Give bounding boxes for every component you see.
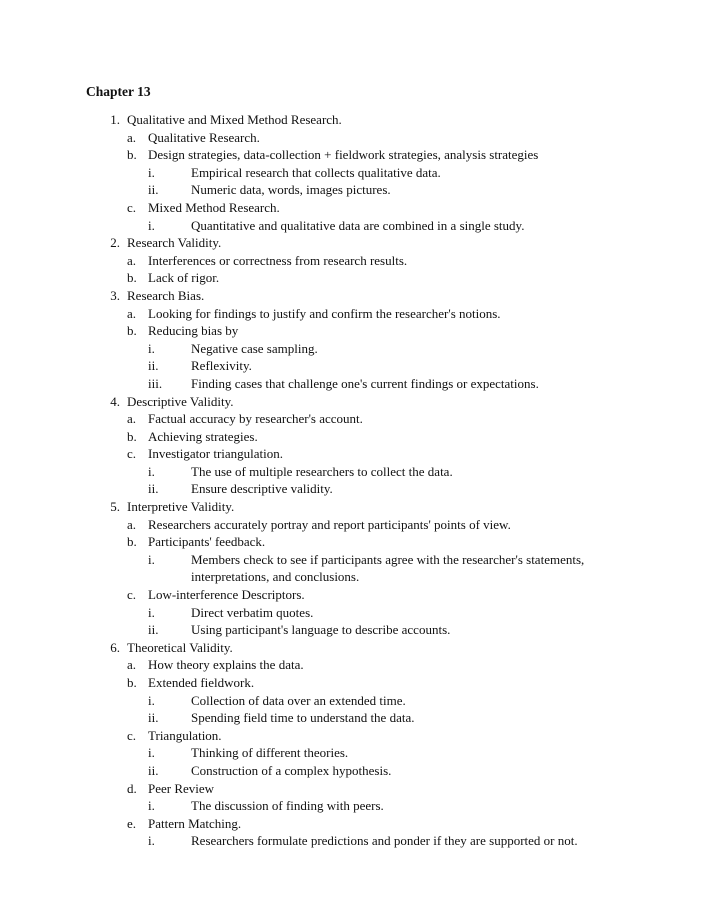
outline-text: Research Validity.	[127, 235, 222, 251]
outline-text: Research Bias.	[127, 287, 205, 303]
outline-item-level-2	[0, 656, 714, 674]
outline-text: Qualitative Research.	[148, 129, 260, 145]
outline-text: Interferences or correctness from research results.	[148, 252, 408, 268]
outline-text: Qualitative and Mixed Method Research.	[127, 112, 342, 127]
outline-item-level-2	[0, 586, 714, 604]
outline-item-level-2	[0, 780, 714, 798]
outline-text: Ensure descriptive validity.	[191, 481, 333, 497]
outline-marker: a.	[127, 129, 137, 145]
outline-item-level-2	[0, 445, 714, 463]
outline-item-level-3	[0, 164, 714, 182]
outline-text: Reducing bias by	[148, 323, 239, 339]
outline-text: Participants' feedback.	[148, 534, 266, 550]
outline-marker: 5.	[110, 499, 120, 515]
outline-marker: a.	[127, 411, 137, 427]
outline-marker: ii.	[148, 710, 159, 726]
outline-text: Triangulation.	[148, 727, 222, 743]
outline-text: Using participant's language to describe accounts.	[191, 622, 451, 638]
outline-item-level-3	[0, 181, 714, 199]
outline-item-level-3	[0, 744, 714, 762]
outline-item-level-2	[0, 428, 714, 446]
outline-item-level-3	[0, 340, 714, 358]
outline-item-level-3	[0, 375, 714, 393]
outline-list	[0, 111, 714, 850]
outline-item-level-2	[0, 410, 714, 428]
outline-item-level-1	[0, 234, 714, 252]
outline-text: Researchers formulate predictions and ponder if they are supported or not.	[191, 833, 578, 849]
outline-text: Looking for findings to justify and confirm the researcher's notions.	[148, 305, 501, 321]
outline-item-level-2	[0, 533, 714, 551]
outline-text: Thinking of different theories.	[191, 745, 349, 761]
outline-item-level-2	[0, 815, 714, 833]
outline-item-level-2	[0, 252, 714, 270]
outline-marker: e.	[127, 815, 137, 831]
outline-marker: i.	[148, 604, 155, 620]
outline-marker: b.	[127, 270, 137, 286]
outline-marker: i.	[148, 692, 155, 708]
outline-marker: ii.	[148, 622, 159, 638]
outline-marker: i.	[148, 745, 155, 761]
outline-text: Extended fieldwork.	[148, 675, 255, 690]
outline-marker: d.	[127, 780, 137, 796]
outline-item-level-2	[0, 322, 714, 340]
outline-marker: 4.	[110, 393, 120, 409]
outline-marker: a.	[127, 516, 137, 532]
outline-text: Construction of a complex hypothesis.	[191, 762, 392, 778]
outline-marker: i.	[148, 340, 155, 356]
outline-item-level-3	[0, 709, 714, 727]
outline-text: Design strategies, data-collection + fieldwork strategies, analysis strategies	[148, 147, 539, 163]
outline-text: Low-interference Descriptors.	[148, 587, 305, 603]
outline-marker: a.	[127, 305, 137, 321]
outline-text: Direct verbatim quotes.	[191, 604, 314, 620]
outline-marker: c.	[127, 446, 137, 462]
outline-marker: i.	[148, 798, 155, 814]
outline-text: Factual accuracy by researcher's account.	[148, 411, 363, 427]
outline-marker: b.	[127, 534, 137, 550]
outline-item-level-2	[0, 305, 714, 323]
outline-item-level-3	[0, 357, 714, 375]
outline-text: Descriptive Validity.	[127, 393, 234, 409]
outline-text: How theory explains the data.	[148, 657, 304, 673]
outline-marker: i.	[148, 833, 155, 849]
outline-marker: 3.	[110, 287, 120, 303]
outline-item-level-2	[0, 727, 714, 745]
outline-item-level-2	[0, 129, 714, 147]
outline-item-level-2	[0, 516, 714, 534]
outline-text: Interpretive Validity.	[127, 499, 235, 515]
outline-text: Researchers accurately portray and report participants' points of view.	[148, 516, 511, 532]
outline-marker: i.	[148, 217, 155, 233]
outline-text: Investigator triangulation.	[148, 446, 284, 462]
outline-item-level-3	[0, 463, 714, 481]
outline-text: Theoretical Validity.	[127, 639, 233, 655]
outline-text: Finding cases that challenge one's current findings or expectations.	[191, 375, 539, 391]
outline-marker: i.	[148, 164, 155, 180]
outline-item-level-1	[0, 287, 714, 305]
outline-item-level-1	[0, 393, 714, 411]
outline-item-level-3	[0, 832, 714, 850]
outline-item-level-3	[0, 551, 714, 586]
outline-item-level-3	[0, 692, 714, 710]
outline-item-level-2	[0, 674, 714, 692]
outline-item-level-1	[0, 498, 714, 516]
outline-marker: c.	[127, 199, 137, 215]
outline-text: Reflexivity.	[191, 358, 252, 374]
outline-text: Members check to see if participants agree with the researcher's statements, interpretations, and conclusions.	[191, 551, 585, 585]
outline-text: The discussion of finding with peers.	[191, 798, 384, 814]
outline-marker: i.	[148, 551, 155, 567]
outline-text: Pattern Matching.	[148, 815, 242, 831]
outline-item-level-3	[0, 480, 714, 498]
outline-item-level-3	[0, 797, 714, 815]
outline-item-level-2	[0, 146, 714, 164]
outline-marker: b.	[127, 428, 137, 444]
outline-marker: 2.	[110, 235, 120, 251]
outline-item-level-3	[0, 604, 714, 622]
outline-marker: b.	[127, 675, 137, 690]
outline-marker: b.	[127, 147, 137, 163]
outline-marker: b.	[127, 323, 137, 339]
outline-text: Negative case sampling.	[191, 340, 318, 356]
outline-marker: a.	[127, 657, 137, 673]
outline-text: Peer Review	[148, 780, 215, 796]
outline-marker: ii.	[148, 358, 159, 374]
outline-text: The use of multiple researchers to collect the data.	[191, 463, 453, 479]
outline-item-level-3	[0, 217, 714, 235]
outline-text: Achieving strategies.	[148, 428, 258, 444]
outline-marker: a.	[127, 252, 137, 268]
chapter-title: Chapter 13	[86, 84, 151, 99]
outline-item-level-3	[0, 621, 714, 639]
outline-text: Numeric data, words, images pictures.	[191, 182, 391, 198]
outline-marker: 1.	[110, 112, 120, 127]
outline-text: Collection of data over an extended time.	[191, 692, 406, 708]
outline-marker: ii.	[148, 182, 159, 198]
outline-marker: c.	[127, 727, 137, 743]
outline-text: Spending field time to understand the data.	[191, 710, 415, 726]
outline-item-level-2	[0, 269, 714, 287]
outline-text: Empirical research that collects qualitative data.	[191, 164, 441, 180]
outline-marker: c.	[127, 587, 137, 603]
outline-item-level-2	[0, 199, 714, 217]
outline-text: Mixed Method Research.	[148, 199, 280, 215]
outline-marker: iii.	[148, 375, 163, 391]
outline-marker: i.	[148, 463, 155, 479]
outline-marker: ii.	[148, 481, 159, 497]
outline-item-level-1	[0, 111, 714, 129]
outline-text: Lack of rigor.	[148, 270, 220, 286]
outline-item-level-3	[0, 762, 714, 780]
outline-text: Quantitative and qualitative data are combined in a single study.	[191, 217, 525, 233]
outline-marker: ii.	[148, 762, 159, 778]
outline-item-level-1	[0, 639, 714, 657]
outline-marker: 6.	[110, 639, 120, 655]
